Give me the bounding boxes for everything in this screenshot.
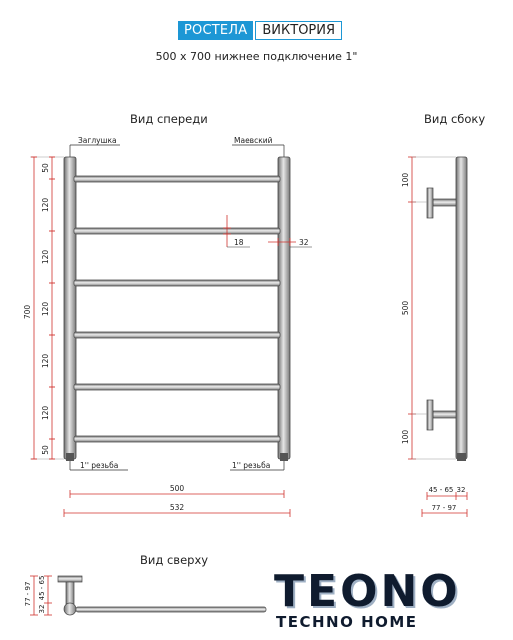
rung [74, 176, 280, 182]
bottom-wall-plate [427, 400, 433, 430]
side-depth-32: 32 [456, 486, 466, 494]
top-outer-77-97: 77 - 97 [24, 581, 32, 607]
side-depth-45-65: 45 - 65 [428, 486, 454, 494]
height-700: 700 [23, 304, 32, 320]
width-532: 532 [169, 503, 185, 512]
rung-gap-18: 18 [234, 238, 244, 247]
brand-name: РОСТЕЛА [178, 21, 253, 40]
logo-sub-text: TECHNO HOME [276, 613, 418, 631]
side-pipe [456, 157, 467, 459]
segment-label: 120 [41, 301, 50, 317]
segment-label: 120 [41, 353, 50, 369]
front-view-title: Вид спереди [130, 112, 208, 126]
rung [74, 384, 280, 390]
right-pipe [278, 157, 290, 459]
segment-label: 120 [41, 197, 50, 213]
width-500: 500 [169, 484, 185, 493]
front-view [23, 136, 312, 517]
logo-main-text: TEONO [274, 566, 461, 617]
side-100-bottom: 100 [401, 429, 410, 445]
pipe-offset-32: 32 [299, 238, 309, 247]
left-pipe [64, 157, 76, 459]
right-bottom-nut [280, 453, 288, 461]
rung [74, 436, 280, 442]
side-500: 500 [401, 300, 410, 316]
side-bottom-nut [457, 453, 466, 461]
rung [74, 280, 280, 286]
bottom-bracket [433, 411, 456, 418]
side-view-title: Вид сбоку [424, 112, 486, 126]
model-name: ВИКТОРИЯ [255, 21, 342, 40]
product-subtitle: 500 х 700 нижнее подключение 1" [155, 50, 358, 63]
thread-left-label: 1'' резьба [80, 461, 119, 470]
segment-label: 120 [41, 405, 50, 421]
top-pipe-section [64, 603, 76, 615]
segment-label: 50 [41, 163, 50, 173]
top-rung [76, 607, 266, 612]
teono-logo [274, 566, 464, 631]
top-inner-45-65: 45 - 65 [38, 575, 46, 601]
thread-right-label: 1'' резьба [232, 461, 271, 470]
top-stem [66, 582, 74, 604]
rung [74, 228, 280, 234]
side-total-77-97: 77 - 97 [431, 504, 457, 512]
mayevsky-label: Маевский [234, 136, 273, 145]
top-wall-plate [427, 188, 433, 218]
top-inner-32: 32 [38, 604, 46, 614]
top-bracket [433, 199, 456, 206]
side-100-top: 100 [401, 172, 410, 188]
side-view [401, 157, 467, 517]
plug-label: Заглушка [78, 136, 117, 145]
rung [74, 332, 280, 338]
left-bottom-nut [66, 453, 74, 461]
segment-label: 120 [41, 249, 50, 265]
top-view [24, 576, 266, 615]
segment-label: 50 [41, 445, 50, 455]
top-view-title: Вид сверху [140, 553, 209, 567]
top-wall-mount [58, 576, 82, 582]
